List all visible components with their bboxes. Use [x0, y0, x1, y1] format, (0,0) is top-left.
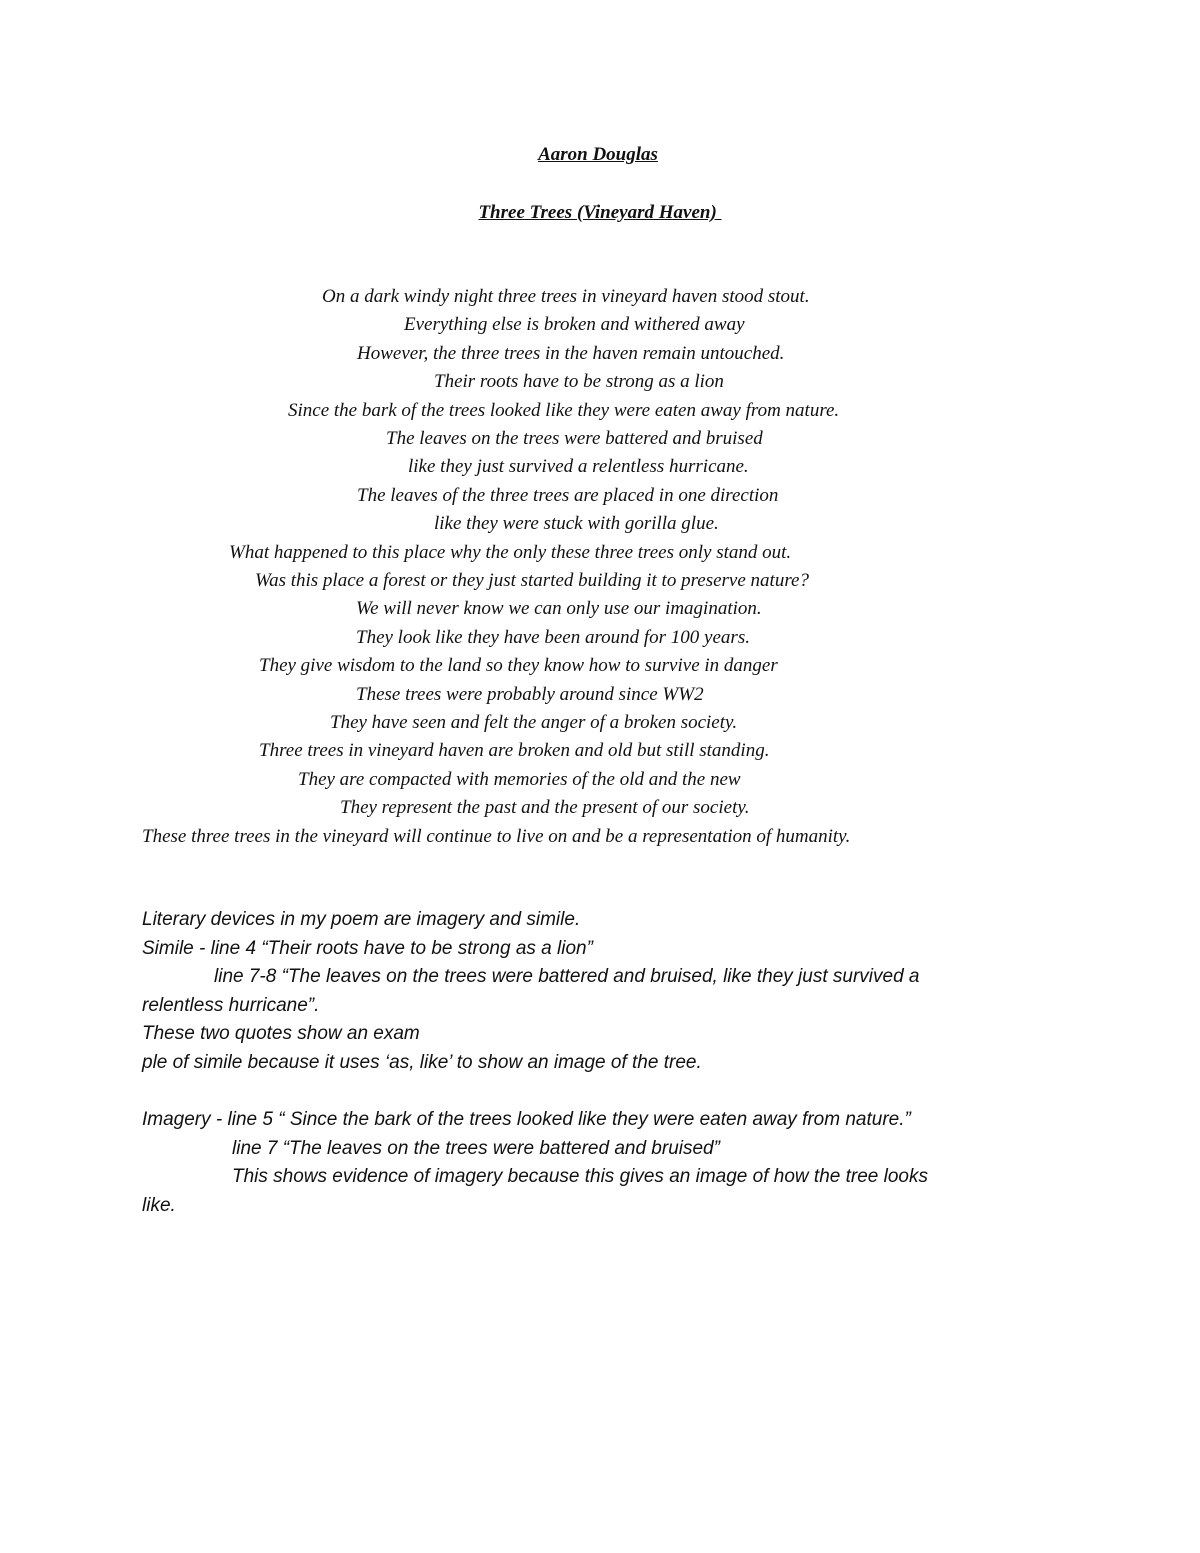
- simile-line: ple of simile because it uses ‘as, like’ to show an image of the tree.: [142, 1051, 702, 1073]
- poem-line: like they just survived a relentless hurricane.: [408, 456, 749, 478]
- poem-line: They have seen and felt the anger of a broken society.: [330, 712, 738, 733]
- poem-line: They represent the past and the present of our society.: [340, 797, 750, 819]
- poem-line: They give wisdom to the land so they know how to survive in danger: [259, 655, 778, 677]
- imagery-line: line 7 “The leaves on the trees were battered and bruised”: [232, 1137, 720, 1159]
- simile-line: These two quotes show an exam: [142, 1023, 420, 1045]
- analysis-intro: Literary devices in my poem are imagery and simile.: [142, 909, 581, 930]
- author-heading: Aaron Douglas: [538, 144, 658, 165]
- poem-line: The leaves on the trees were battered and bruised: [386, 428, 763, 449]
- poem-line: However, the three trees in the haven remain untouched.: [357, 342, 785, 364]
- poem-line: On a dark windy night three trees in vineyard haven stood stout.: [322, 286, 810, 307]
- poem-line: Their roots have to be strong as a lion: [434, 371, 724, 393]
- poem-line: We will never know we can only use our imagination.: [356, 598, 762, 620]
- poem-line: These three trees in the vineyard will continue to live on and be a representation of humanity.: [142, 825, 851, 847]
- simile-line: relentless hurricane”.: [142, 994, 320, 1016]
- poem-line: Three trees in vineyard haven are broken and old but still standing.: [259, 740, 770, 762]
- poem-line: Everything else is broken and withered away: [404, 314, 745, 336]
- poem-line: The leaves of the three trees are placed in one direction: [357, 484, 779, 506]
- poem-line: These trees were probably around since WW2: [356, 683, 704, 705]
- paragraph-gap: [142, 1078, 1042, 1107]
- poem-title: Three Trees (Vineyard Haven): [478, 202, 722, 223]
- poem-line: Since the bark of the trees looked like they were eaten away from nature.: [288, 399, 840, 421]
- poem-line: They are compacted with memories of the old and the new: [298, 768, 741, 790]
- imagery-line: This shows evidence of imagery because this gives an image of how the tree looks: [232, 1166, 928, 1188]
- imagery-line: like.: [142, 1194, 176, 1216]
- literary-devices-analysis: [142, 906, 1042, 1221]
- poem-line: like they were stuck with gorilla glue.: [434, 513, 719, 535]
- poem-line: Was this place a forest or they just started building it to preserve nature?: [255, 570, 809, 591]
- poem-line: What happened to this place why the only these three trees only stand out.: [229, 541, 792, 563]
- imagery-line: Imagery - line 5 “ Since the bark of the trees looked like they were eaten away from nature.”: [142, 1109, 911, 1131]
- simile-line: Simile - line 4 “Their roots have to be strong as a lion”: [142, 937, 593, 959]
- simile-line: line 7-8 “The leaves on the trees were battered and bruised, like they just survived a: [214, 966, 920, 988]
- poem-line: They look like they have been around for 100 years.: [356, 626, 750, 648]
